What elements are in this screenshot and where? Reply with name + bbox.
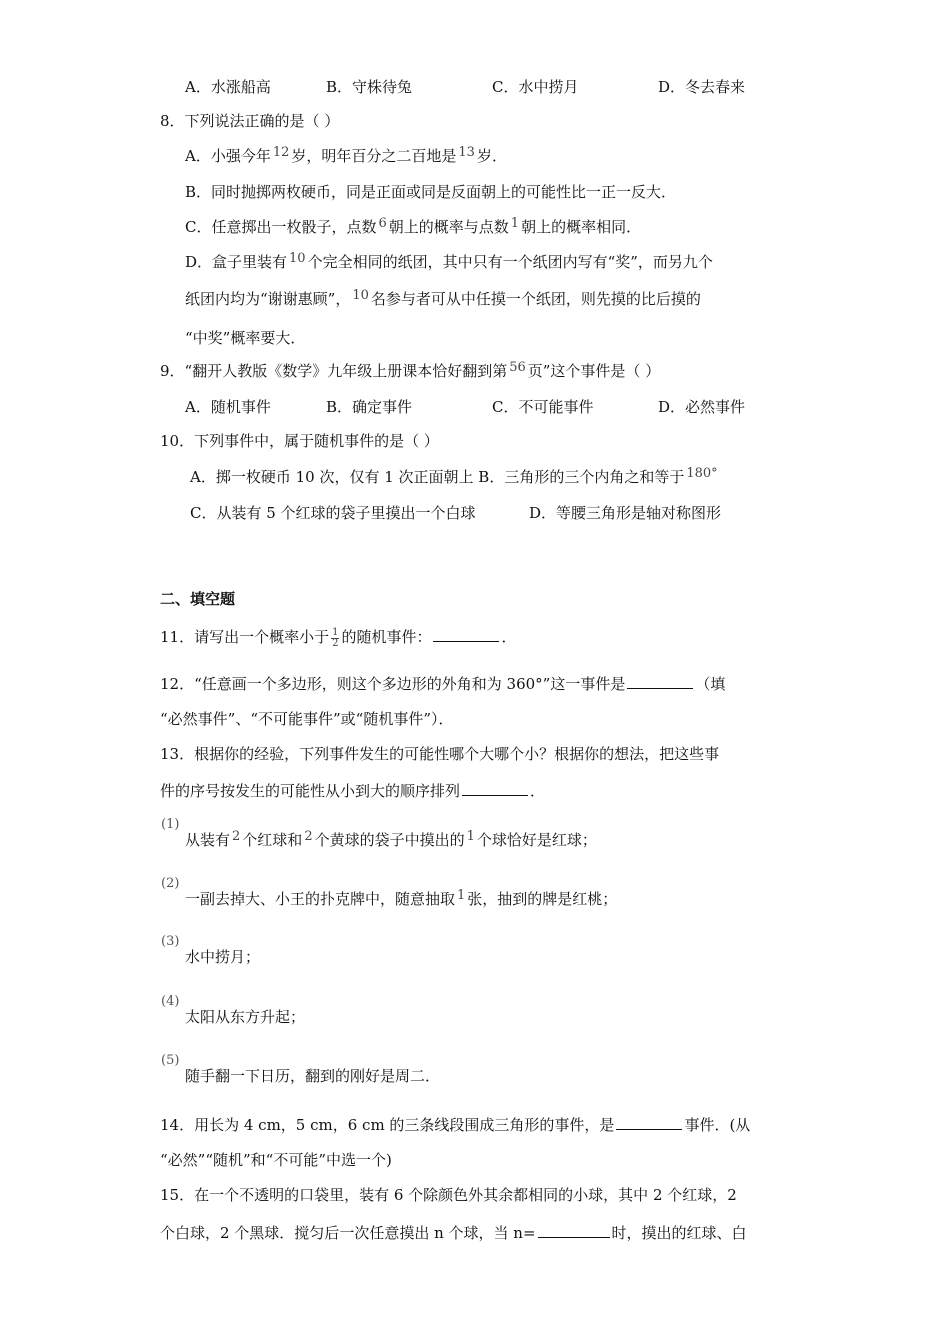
q11-answer-blank[interactable] (433, 625, 499, 642)
q7-option-c: C．水中捞月 (492, 78, 579, 96)
q11-post: 的随机事件： (341, 628, 432, 646)
q12-answer-blank[interactable] (627, 672, 693, 689)
q13-line2-post: ． (530, 782, 546, 800)
q13-item2-post: 张，抽到的牌是红桃； (467, 890, 618, 908)
q15-line2-post: 时，摸出的红球、白 (611, 1224, 747, 1242)
q13-item4-mark: (4) (161, 994, 180, 1009)
q13-item5-mark: (5) (161, 1053, 180, 1068)
q13-item2-mark: (2) (161, 876, 180, 891)
q8-d-num1: 10 (289, 251, 306, 266)
q13-item5: 随手翻一下日历，翻到的刚好是周二． (185, 1067, 441, 1085)
q11 (160, 625, 517, 649)
q11-pre: 11．请写出一个概率小于 (160, 628, 330, 646)
q15-line2-pre: 个白球，2 个黑球．搅匀后一次任意摸出 n 个球，当 n= (160, 1224, 536, 1242)
q14-answer-blank[interactable] (616, 1113, 682, 1130)
q8-a-text: A．小强今年 (185, 147, 271, 165)
q9-option-a: A．随机事件 (185, 398, 271, 416)
q10-option-ab (190, 467, 720, 489)
q8-d-text: D．盒子里装有 (185, 253, 288, 271)
q13-line2 (160, 779, 545, 801)
q11-fraction (331, 628, 339, 649)
q12-line2: “必然事件”、“不可能事件”或“随机事件”）． (160, 710, 454, 728)
q8-c-num1: 6 (378, 216, 387, 231)
q8-c-post: 朝上的概率相同． (521, 218, 642, 236)
q8-c-num2: 1 (510, 216, 520, 231)
q10-option-d: D．等腰三角形是轴对称图形 (529, 504, 722, 522)
q11-end: ． (501, 628, 517, 646)
q8-option-a (185, 146, 507, 168)
q8-a-mid: 岁，明年百分之二百地是 (291, 147, 457, 165)
q13-item2 (185, 889, 617, 911)
q8-option-b: B．同时抛掷两枚硬币，同是正面或同是反面朝上的可能性比一正一反大． (185, 183, 677, 201)
q14-post: 事件．(从 (684, 1116, 751, 1134)
q13-item1-n3: 1 (466, 829, 475, 844)
q8-d-num2: 10 (352, 288, 369, 303)
q13-line2-pre: 件的序号按发生的可能性从小到大的顺序排列 (160, 782, 461, 800)
q12-post: （填 (695, 675, 726, 693)
q10-ab-num: 180° (686, 466, 718, 481)
q10-stem: 10．下列事件中，属于随机事件的是（ ） (160, 432, 439, 450)
q9-stem-post: 页”这个事件是（ ） (527, 362, 661, 380)
q13-item1-mid1: 个红球和 (242, 831, 303, 849)
q13-item2-n1: 1 (457, 888, 466, 903)
q8-option-c (185, 217, 641, 239)
q13-item3: 水中捞月； (185, 948, 261, 966)
q9-option-b: B．确定事件 (326, 398, 413, 416)
q7-option-b: B．守株待兔 (326, 78, 413, 96)
q10-option-c: C．从装有 5 个红球的袋子里摸出一个白球 (190, 504, 476, 522)
q11-frac-num: 1 (332, 626, 339, 638)
q9-option-c: C．不可能事件 (492, 398, 594, 416)
q12-pre: 12．“任意画一个多边形，则这个多边形的外角和为 360°”这一事件是 (160, 675, 626, 693)
q14-pre: 14．用长为 4 cm，5 cm，6 cm 的三条线段围成三角形的事件，是 (160, 1116, 615, 1134)
q13-item3-mark: (3) (161, 934, 180, 949)
q13-item1 (185, 830, 597, 852)
q10-ab-text: A．掷一枚硬币 10 次，仅有 1 次正面朝上 B．三角形的三个内角之和等于 (190, 468, 685, 486)
q15-line2 (160, 1221, 747, 1243)
q8-option-d-line2 (185, 289, 701, 311)
q7-option-d: D．冬去春来 (658, 78, 746, 96)
q8-c-text: C．任意掷出一枚骰子，点数 (185, 218, 377, 236)
q13-line1: 13．根据你的经验，下列事件发生的可能性哪个大哪个小？根据你的想法，把这些事 (160, 745, 720, 763)
q8-a-num1: 12 (272, 145, 290, 160)
q8-d-post: 个完全相同的纸团，其中只有一个纸团内写有“奖”，而另九个 (307, 253, 713, 271)
q8-a-post: 岁． (476, 147, 507, 165)
q9-option-d: D．必然事件 (658, 398, 746, 416)
q8-a-num2: 13 (458, 145, 475, 160)
q8-option-d (185, 252, 713, 274)
q8-c-mid: 朝上的概率与点数 (388, 218, 509, 236)
q15-line1: 15．在一个不透明的口袋里，装有 6 个除颜色外其余都相同的小球，其中 2 个红球，2 (160, 1186, 737, 1204)
q13-item1-post: 个球恰好是红球； (476, 831, 597, 849)
q13-item1-pre: 从装有 (185, 831, 231, 849)
q13-item1-mid2: 个黄球的袋子中摸出的 (314, 831, 465, 849)
q8-d-line2-post: 名参与者可从中任摸一个纸团，则先摸的比后摸的 (370, 290, 701, 308)
q13-answer-blank[interactable] (462, 779, 528, 796)
q13-item1-n1: 2 (232, 829, 241, 844)
q9-stem (160, 361, 660, 383)
q8-stem: 8．下列说法正确的是（ ） (160, 112, 340, 130)
q13-item1-mark: (1) (161, 817, 180, 832)
q14 (160, 1113, 750, 1135)
q13-item1-n2: 2 (304, 829, 313, 844)
q8-d-line2-pre: 纸团内均为“谢谢惠顾”， (185, 290, 351, 308)
q14-line2: “必然”“随机”和“不可能”中选一个) (160, 1151, 392, 1169)
q13-item2-pre: 一副去掉大、小王的扑克牌中，随意抽取 (185, 890, 456, 908)
q8-option-d-line3: “中奖”概率要大． (185, 329, 306, 347)
q9-stem-pre: 9．“翻开人教版《数学》九年级上册课本恰好翻到第 (160, 362, 508, 380)
q15-answer-blank[interactable] (538, 1221, 610, 1238)
section-title-fill-blank: 二、填空题 (160, 590, 236, 608)
q11-frac-den: 2 (332, 637, 339, 649)
q7-option-a: A．水涨船高 (185, 78, 271, 96)
q13-item4: 太阳从东方升起； (185, 1008, 306, 1026)
q9-stem-num: 56 (509, 360, 526, 375)
q12 (160, 672, 725, 694)
